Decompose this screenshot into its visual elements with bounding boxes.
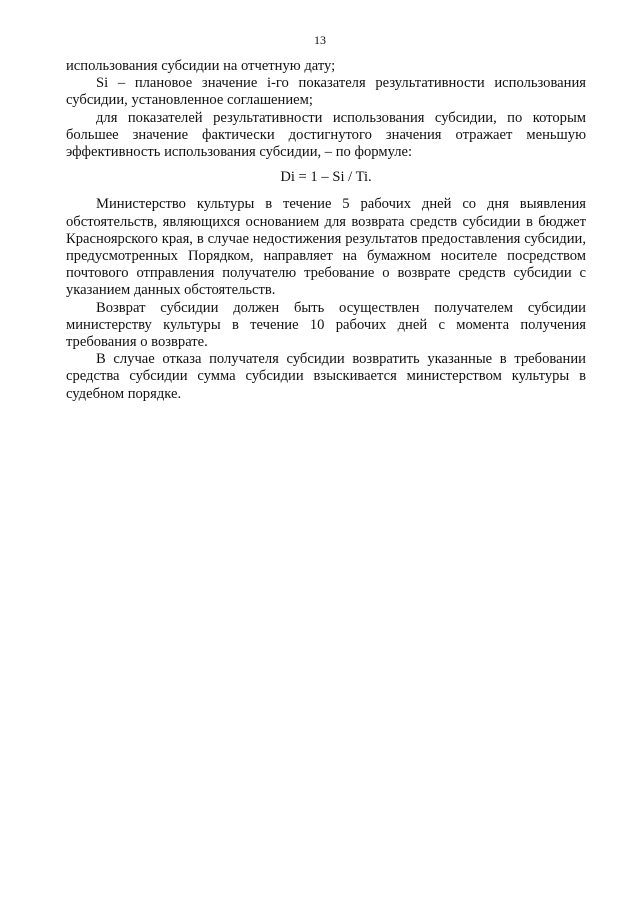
- formula: Di = 1 – Si / Ti.: [280, 169, 372, 186]
- document-body: [66, 58, 586, 403]
- paragraph-refund-deadline: Возврат субсидии должен быть осуществлен получателем субсидии министерству культуры в течение 10 рабочих дней с момента получения требования о возврате.: [66, 299, 586, 351]
- paragraph-continuation: использования субсидии на отчетную дату;: [66, 58, 336, 74]
- page-number: 13: [314, 33, 326, 47]
- paragraph-ministry-requirement: Министерство культуры в течение 5 рабочих дней со дня выявления обстоятельств, являющихся основанием для возврата средств субсидии в бюджет Красноярского края, в случае недостижения результатов предоставления субсидии, предусмотренных Порядком, направляет на бумажном носителе посредством почтового отправления получателю требование о возврате средств субсидии с указанием данных обстоятельств.: [66, 196, 586, 299]
- paragraph-court-recovery: В случае отказа получателя субсидии возвратить указанные в требовании средства субсидии сумма субсидии взыскивается министерством культуры в судебном порядке.: [66, 351, 586, 402]
- paragraph-si-definition: Si – плановое значение i-го показателя результативности использования субсидии, установленное соглашением;: [66, 75, 586, 109]
- paragraph-formula-intro: для показателей результативности использования субсидии, по которым большее значение фактически достигнутого значения отражает меньшую эффективность использования субсидии, – по формуле:: [66, 109, 586, 161]
